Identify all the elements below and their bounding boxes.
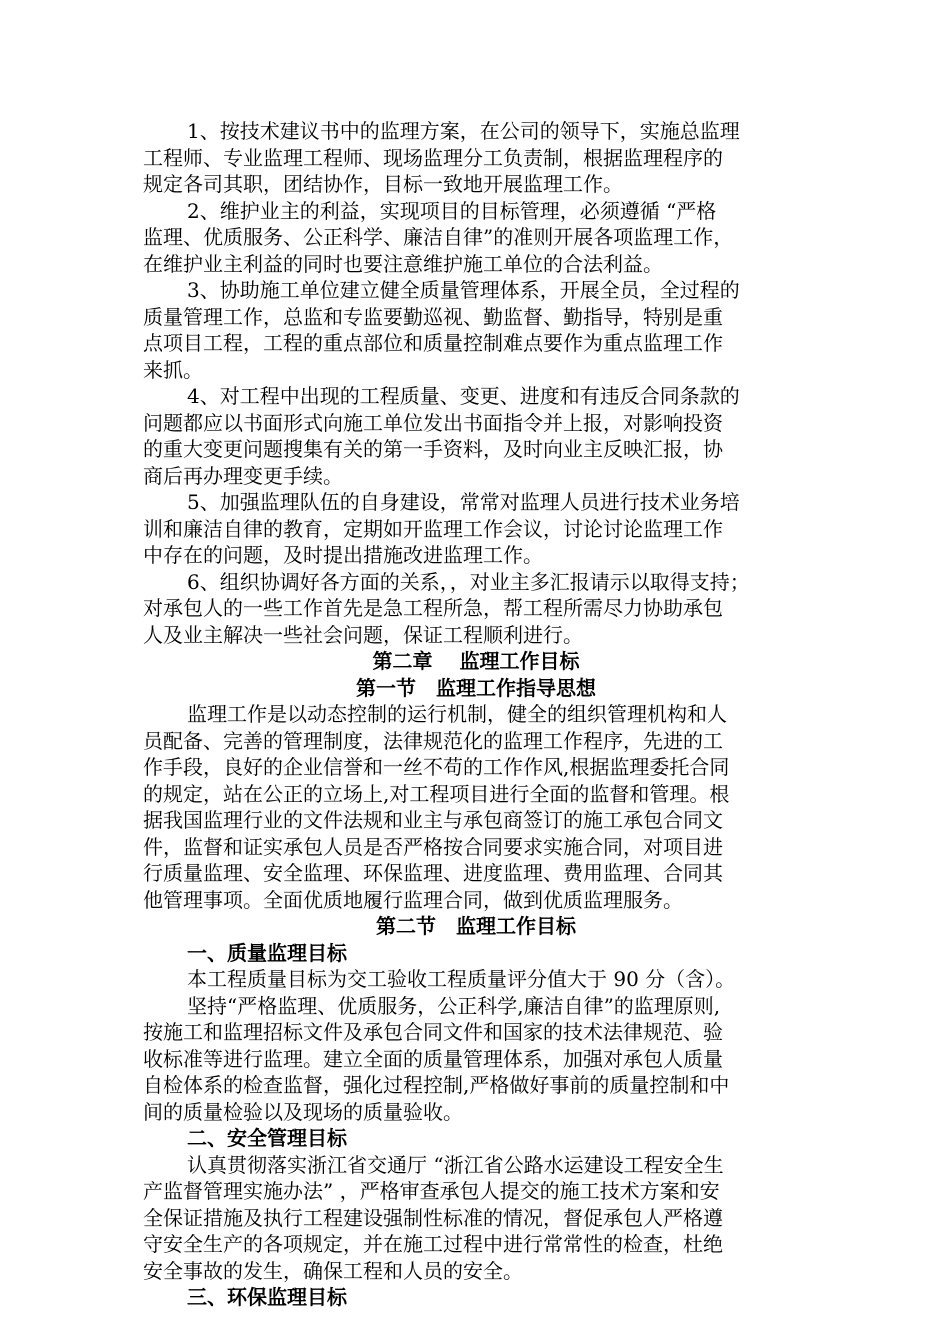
subsection-title: 三、环保监理目标 <box>187 1285 347 1309</box>
text-line: 中存在的问题，及时提出措施改进监理工作。 <box>143 543 543 567</box>
text-line: 守安全生产的各项规定，并在施工过程中进行常常性的检查，杜绝 <box>143 1232 723 1256</box>
text-line: 点项目工程，工程的重点部位和质量控制难点要作为重点监理工作 <box>143 331 723 355</box>
text-line: 的规定，站在公正的立场上,对工程项目进行全面的监督和管理。根 <box>143 781 730 806</box>
text-line: 按施工和监理招标文件及承包合同文件和国家的技术法律规范、验 <box>143 1020 723 1044</box>
text-line: 监理工作是以动态控制的运行机制，健全的组织管理机构和人 <box>187 702 727 726</box>
text-line: 4、对工程中出现的工程质量、变更、进度和有违反合同条款的 <box>187 384 740 408</box>
section-title: 第二节 监理工作目标 <box>376 914 576 938</box>
text-line: 全保证措施及执行工程建设强制性标准的情况，督促承包人严格遵 <box>143 1205 723 1230</box>
text-line: 人及业主解决一些社会问题，保证工程顺利进行。 <box>143 622 583 647</box>
text-line: 5、加强监理队伍的自身建设，常常对监理人员进行技术业务培 <box>187 490 740 514</box>
text-line: 行质量监理、安全监理、环保监理、进度监理、费用监理、合同其 <box>143 861 723 885</box>
text-line: 3、协助施工单位建立健全质量管理体系，开展全员，全过程的 <box>187 278 740 302</box>
section-title: 第一节 监理工作指导思想 <box>356 675 596 700</box>
text-line: 规定各司其职，团结协作，目标一致地开展监理工作。 <box>143 172 623 196</box>
text-line: 1、按技术建议书中的监理方案，在公司的领导下，实施总监理 <box>187 119 740 143</box>
text-line: 间的质量检验以及现场的质量验收。 <box>143 1099 463 1124</box>
text-line: 安全事故的发生，确保工程和人员的安全。 <box>143 1258 523 1283</box>
text-line: 问题都应以书面形式向施工单位发出书面指令并上报，对影响投资 <box>143 410 723 435</box>
text-line: 件，监督和证实承包人员是否严格按合同要求实施合同，对项目进 <box>143 834 723 859</box>
text-line: 来抓。 <box>143 357 203 382</box>
chapter-title: 第二章 监理工作目标 <box>372 649 580 673</box>
subsection-title: 二、安全管理目标 <box>187 1126 347 1150</box>
text-line: 员配备、完善的管理制度，法律规范化的监理工作程序，先进的工 <box>143 728 723 753</box>
text-line: 他管理事项。全面优质地履行监理合同，做到优质监理服务。 <box>143 887 683 912</box>
text-line: 坚持“严格监理、优质服务，公正科学,廉洁自律”的监理原则, <box>187 993 721 1018</box>
text-line: 的重大变更问题搜集有关的第一手资料，及时向业主反映汇报，协 <box>143 437 723 461</box>
text-line: 对承包人的一些工作首先是急工程所急，帮工程所需尽力协助承包 <box>143 596 723 620</box>
text-line: 收标准等进行监理。建立全面的质量管理体系，加强对承包人质量 <box>143 1046 723 1071</box>
text-line: 产监督管理实施办法” ，严格审查承包人提交的施工技术方案和安 <box>143 1179 720 1203</box>
text-line: 商后再办理变更手续。 <box>143 463 343 488</box>
text-line: 本工程质量目标为交工验收工程质量评分值大于 90 分（含）。 <box>187 967 736 991</box>
document-page <box>143 118 809 1311</box>
text-line: 6、组织协调好各方面的关系，，对业主多汇报请示以取得支持； <box>187 569 750 594</box>
text-line: 监理、优质服务、公正科学、廉洁自律”的准则开展各项监理工作， <box>143 225 734 249</box>
text-line: 训和廉洁自律的教育，定期如开监理工作会议，讨论讨论监理工作 <box>143 516 723 541</box>
text-line: 质量管理工作，总监和专监要勤巡视、勤监督、勤指导，特别是重 <box>143 304 723 329</box>
text-line: 作手段，良好的企业信誉和一丝不苟的工作作风,根据监理委托合同 <box>143 755 730 779</box>
text-line: 工程师、专业监理工程师、现场监理分工负责制，根据监理程序的 <box>143 145 723 170</box>
text-line: 据我国监理行业的文件法规和业主与承包商签订的施工承包合同文 <box>143 808 723 832</box>
text-line: 自检体系的检查监督，强化过程控制,严格做好事前的质量控制和中 <box>143 1073 730 1097</box>
subsection-title: 一、质量监理目标 <box>187 940 347 965</box>
text-line: 在维护业主利益的同时也要注意维护施工单位的合法利益。 <box>143 251 663 276</box>
text-line: 2、维护业主的利益，实现项目的目标管理，必须遵循 “严格 <box>187 198 717 223</box>
text-line: 认真贯彻落实浙江省交通厅 “浙江省公路水运建设工程安全生 <box>187 1152 724 1177</box>
